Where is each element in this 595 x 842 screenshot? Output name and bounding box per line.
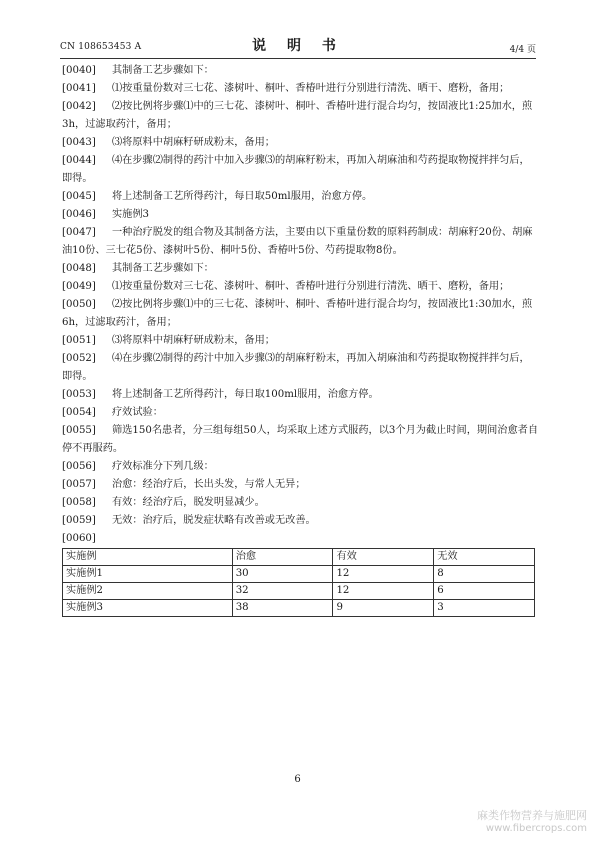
paragraph-number: [0057] (62, 479, 96, 490)
paragraph-0042 (62, 98, 538, 134)
paragraph-0048 (62, 260, 538, 278)
paragraph-number: [0047] (62, 227, 96, 238)
paragraph-0051 (62, 332, 538, 350)
table-cell: 实施例3 (63, 600, 233, 617)
table-row (63, 566, 535, 583)
paragraph-0049 (62, 278, 538, 296)
table-header-cell: 实施例 (63, 549, 233, 566)
paragraph-text: ⑶将原料中胡麻籽研成粉末，备用； (112, 335, 275, 346)
paragraph-text: ⑷在步骤⑵制得的药汁中加入步骤⑶的胡麻籽粉末，再加入胡麻油和芍药提取物搅拌拌匀后，即得。 (62, 353, 530, 382)
table-row (63, 583, 535, 600)
paragraph-0057 (62, 476, 538, 494)
table-header-cell: 有效 (333, 549, 434, 566)
paragraph-number: [0043] (62, 137, 96, 148)
paragraph-text: 实施例3 (112, 209, 150, 220)
paragraph-text: 无效：治疗后，脱发症状略有改善或无改善。 (112, 515, 316, 526)
paragraph-0060 (62, 530, 538, 548)
paragraph-text: 有效：经治疗后，脱发明显减少。 (112, 497, 265, 508)
paragraph-0052 (62, 350, 538, 386)
paragraph-number: [0054] (62, 407, 96, 418)
document-body (62, 62, 538, 617)
paragraph-text: 将上述制备工艺所得药汁，每日取100ml服用，治愈方停。 (112, 389, 379, 400)
table-header-cell: 无效 (434, 549, 535, 566)
table-cell: 实施例2 (63, 583, 233, 600)
paragraph-0056 (62, 458, 538, 476)
paragraph-number: [0040] (62, 65, 96, 76)
site-watermark (477, 807, 587, 834)
paragraph-text: 筛选150名患者，分三组每组50人，均采取上述方式服药，以3个月为截止时间，期间治愈者自停不再服药。 (62, 425, 539, 454)
paragraph-number: [0051] (62, 335, 96, 346)
paragraph-0059 (62, 512, 538, 530)
paragraph-number: [0046] (62, 209, 96, 220)
table-row (63, 600, 535, 617)
paragraph-text: ⑵按比例将步骤⑴中的三七花、漆树叶、桐叶、香椿叶进行混合均匀，按固液比1:30加水，煎6h，过滤取药汁，备用； (62, 299, 533, 328)
paragraph-0058 (62, 494, 538, 512)
paragraph-text: ⑷在步骤⑵制得的药汁中加入步骤⑶的胡麻籽粉末，再加入胡麻油和芍药提取物搅拌拌匀后，即得。 (62, 155, 530, 184)
table-cell: 实施例1 (63, 566, 233, 583)
paragraph-text (62, 530, 538, 548)
paragraph-number: [0044] (62, 155, 96, 166)
paragraph-number: [0041] (62, 83, 96, 94)
paragraph-0050 (62, 296, 538, 332)
paragraph-number: [0049] (62, 281, 96, 292)
table-cell: 12 (333, 583, 434, 600)
watermark-url: www.fibercrops.com (485, 823, 587, 834)
paragraph-number: [0059] (62, 515, 96, 526)
table-cell: 30 (232, 566, 333, 583)
paragraph-0041 (62, 80, 538, 98)
paragraph-0043 (62, 134, 538, 152)
page-number: 6 (294, 774, 301, 785)
paragraph-0055 (62, 422, 538, 458)
paragraph-number: [0060] (62, 533, 96, 544)
paragraph-number: [0045] (62, 191, 96, 202)
paragraph-0040 (62, 62, 538, 80)
paragraph-number: [0055] (62, 425, 96, 436)
table-header-row (63, 549, 535, 566)
paragraph-text: ⑵按比例将步骤⑴中的三七花、漆树叶、桐叶、香椿叶进行混合均匀，按固液比1:25加水，煎3h，过滤取药汁，备用； (62, 101, 533, 130)
paragraph-text: 治愈：经治疗后，长出头发，与常人无异； (112, 479, 306, 490)
paragraph-number: [0050] (62, 299, 96, 310)
table-cell: 12 (333, 566, 434, 583)
paragraph-number: [0052] (62, 353, 96, 364)
paragraph-0044 (62, 152, 538, 188)
table-header-cell: 治愈 (232, 549, 333, 566)
efficacy-table (62, 548, 535, 617)
patent-number: CN 108653453 A (60, 42, 142, 52)
paragraph-number: [0056] (62, 461, 96, 472)
paragraph-text: ⑴按重量份数对三七花、漆树叶、桐叶、香椿叶进行分别进行清洗、晒干、磨粉，备用； (112, 281, 510, 292)
table-cell: 32 (232, 583, 333, 600)
paragraph-0046 (62, 206, 538, 224)
paragraph-text: 一种治疗脱发的组合物及其制备方法，主要由以下重量份数的原料药制成：胡麻籽20份、胡麻油10份、三七花5份、漆树叶5份、桐叶5份、香椿叶5份、芍药提取物8份。 (62, 227, 533, 256)
paragraph-0053 (62, 386, 538, 404)
paragraph-0047 (62, 224, 538, 260)
paragraph-text: 疗效试验： (112, 407, 163, 418)
table-cell: 8 (434, 566, 535, 583)
table-cell: 3 (434, 600, 535, 617)
document-title: 说 明 书 (252, 38, 344, 54)
paragraph-0054 (62, 404, 538, 422)
paragraph-text: 将上述制备工艺所得药汁，每日取50ml服用，治愈方停。 (112, 191, 373, 202)
paragraph-number: [0058] (62, 497, 96, 508)
table-cell: 9 (333, 600, 434, 617)
paragraph-text: 其制备工艺步骤如下： (112, 263, 214, 274)
paragraph-number: [0053] (62, 389, 96, 400)
table-cell: 38 (232, 600, 333, 617)
table-cell: 6 (434, 583, 535, 600)
paragraph-number: [0048] (62, 263, 96, 274)
paragraph-text: ⑴按重量份数对三七花、漆树叶、桐叶、香椿叶进行分别进行清洗、晒干、磨粉，备用； (112, 83, 510, 94)
paragraph-text: 其制备工艺步骤如下： (112, 65, 214, 76)
paragraph-0045 (62, 188, 538, 206)
page-indicator: 4/4 页 (509, 45, 536, 55)
paragraph-text: 疗效标准分下列几级： (112, 461, 214, 472)
watermark-site-name: 麻类作物营养与施肥网 (477, 809, 587, 822)
paragraph-number: [0042] (62, 101, 96, 112)
page-header (60, 32, 536, 58)
header-rule (60, 58, 536, 59)
paragraph-text: ⑶将原料中胡麻籽研成粉末，备用； (112, 137, 275, 148)
